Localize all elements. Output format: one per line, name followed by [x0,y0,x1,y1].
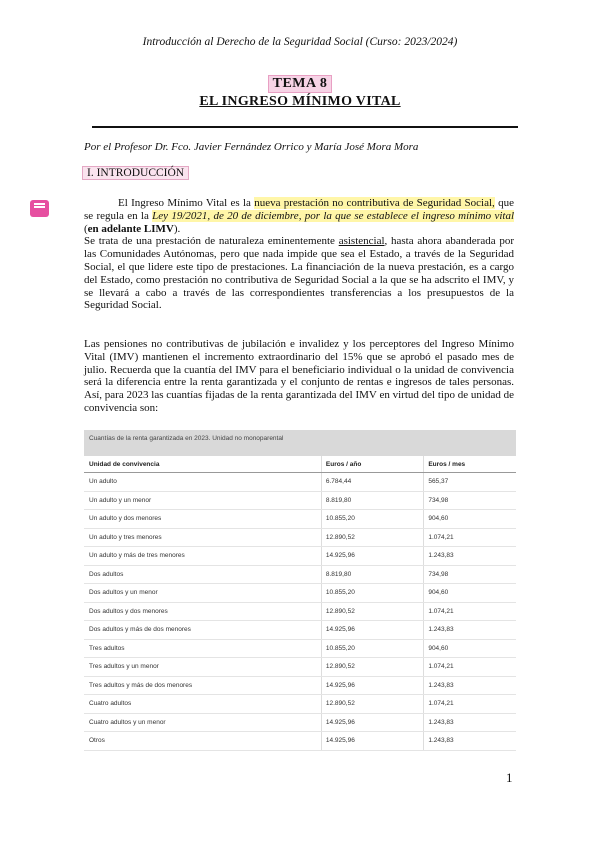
table-cell: 14.925,96 [322,714,424,732]
table-cell: Dos adultos y dos menores [84,603,322,621]
table-cell: 14.925,96 [322,732,424,750]
table-cell: 8.819,80 [322,566,424,584]
table-cell: 734,98 [428,496,449,504]
table-row [84,732,516,751]
page-number: 1 [506,770,513,785]
table-caption: Cuantías de la renta garantizada en 2023. Unidad no monoparental [84,430,516,456]
table-cell: Dos adultos y un menor [84,584,322,602]
table-cell: Un adulto y tres menores [84,529,322,547]
table-cell: 14.925,96 [322,677,424,695]
table-row [84,714,516,733]
table-cell: 1.243,83 [428,718,454,726]
table-cell: 565,37 [428,478,449,486]
law-reference: Ley 19/2021, de 20 de diciembre, por la que se establece el ingreso mínimo vital [152,209,515,222]
table-cell: 1.074,21 [428,533,454,541]
table-row [84,492,516,511]
running-header: Introducción al Derecho de la Seguridad Social (Curso: 2023/2024) [142,36,458,48]
table-cell: 734,98 [428,570,449,578]
table-cell: 1.074,21 [428,663,454,671]
table-row [84,584,516,603]
table-cell: 904,60 [428,515,449,523]
table-cell: Otros [84,732,322,750]
table-row [84,566,516,585]
table-cell: 10.855,20 [322,640,424,658]
section-heading: I. INTRODUCCIÓN [82,166,189,180]
table-cell: 12.890,52 [322,695,424,713]
table-cell: Tres adultos [84,640,322,658]
amounts-table [84,430,516,745]
table-row [84,640,516,659]
author-line: Por el Profesor Dr. Fco. Javier Fernández Orrico y María José Mora Mora [84,141,419,153]
chapter-title: TEMA 8 [268,75,333,93]
table-cell: 1.243,83 [428,626,454,634]
table-cell: Un adulto [84,473,322,491]
table-cell: 10.855,20 [322,510,424,528]
table-cell: 1.074,21 [428,700,454,708]
chapter-subtitle: EL INGRESO MÍNIMO VITAL [199,94,401,109]
table-row [84,529,516,548]
table-cell: 14.925,96 [322,621,424,639]
table-row [84,603,516,622]
table-cell: Tres adultos y más de dos menores [84,677,322,695]
paragraph-amounts: Las pensiones no contributivas de jubilación e invalidez y los perceptores del Ingreso Mínimo Vital (IMV) mantienen el incremento extraordinario del 15% que se aprobó el pasado mes de julio. Recuerda que la cuantía del IMV para el beneficiario individual o la unidad de convivencia será la diferencia entre la renta garantizada y el conjunto de rentas e ingresos de tales personas. Así, para 2023 las cuantías fijadas de la renta garantizada del IMV en virtud del tipo de unidad de convivencia son: [84,338,514,414]
table-cell: 1.243,83 [428,552,454,560]
table-cell: Un adulto y más de tres menores [84,547,322,565]
table-row [84,510,516,529]
table-header-cell: Euros / mes [428,460,466,468]
table-cell: Dos adultos y más de dos menores [84,621,322,639]
table-cell: Dos adultos [84,566,322,584]
table-cell: 904,60 [428,644,449,652]
table-header-cell: Unidad de convivencia [84,456,322,472]
title-block [0,74,600,110]
table-cell: 1.243,83 [428,737,454,745]
table-row [84,695,516,714]
table-header-row [84,456,516,473]
table-row [84,473,516,492]
comment-icon[interactable] [30,200,49,217]
table-cell: Un adulto y dos menores [84,510,322,528]
table-cell: 14.925,96 [322,547,424,565]
table-cell: 10.855,20 [322,584,424,602]
table-header-cell: Euros / año [322,456,424,472]
table-row [84,547,516,566]
paragraph-intro: El Ingreso Mínimo Vital es la nueva prestación no contributiva de Seguridad Social, que se regula en la Ley 19/2021, de 20 de diciembre, por la que se establece el ingreso mínimo vital (en adelante LIMV). Se trata de una prestación de naturaleza eminentemente asistencial, hasta ahora abanderada por las Comunidades Autónomas, pero que nada impide que sea el Estado, a través de la Seguridad Social, el que lidere este tipo de prestaciones. La financiación de la nueva prestación, es a cargo del Estado, como prestación no contributiva de Seguridad Social a la que se ha adscrito el IMV, y se llevará a cabo a través de las correspondientes transferencias a los presupuestos de la Seguridad Social. [84,197,515,312]
highlight: nueva prestación no contributiva de Seguridad Social, [254,197,495,209]
table-cell: Cuatro adultos [84,695,322,713]
table-cell: 1.074,21 [428,607,454,615]
table-cell: 6.784,44 [322,473,424,491]
title-divider [92,126,518,128]
table-row [84,658,516,677]
table-cell: 904,60 [428,589,449,597]
table-cell: 1.243,83 [428,681,454,689]
table-cell: Un adulto y un menor [84,492,322,510]
table-cell: Cuatro adultos y un menor [84,714,322,732]
table-cell: 8.819,80 [322,492,424,510]
table-cell: 12.890,52 [322,529,424,547]
table-cell: 12.890,52 [322,658,424,676]
table-row [84,677,516,696]
table-cell: 12.890,52 [322,603,424,621]
table-cell: Tres adultos y un menor [84,658,322,676]
table-row [84,621,516,640]
